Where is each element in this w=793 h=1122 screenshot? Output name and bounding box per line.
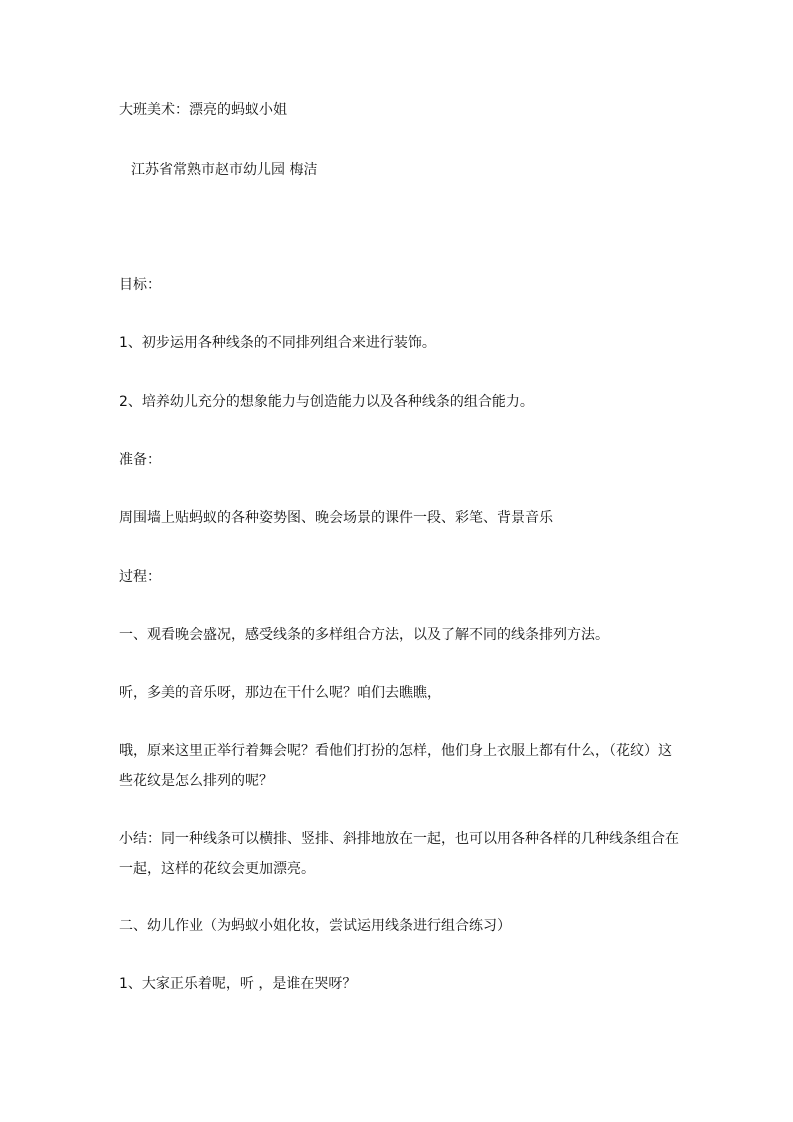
prep-heading: 准备： <box>119 452 161 468</box>
goal-heading: 目标： <box>119 277 161 293</box>
author-line: 江苏省常熟市赵市幼儿园 梅洁 <box>131 162 318 178</box>
process-heading: 过程： <box>119 569 161 585</box>
goal-item-2: 2、培养幼儿充分的想象能力与创造能力以及各种线条的组合能力。 <box>119 394 534 410</box>
prep-text: 周围墙上贴蚂蚁的各种姿势图、晚会场景的课件一段、彩笔、背景音乐 <box>119 510 553 526</box>
goal-item-1: 1、初步运用各种线条的不同排列组合来进行装饰。 <box>119 335 436 351</box>
document-title: 大班美术：漂亮的蚂蚁小姐 <box>119 102 287 118</box>
sub-step-1: 1、大家正乐着呢，听 ，是谁在哭呀？ <box>119 976 357 992</box>
process-step-2: 二、幼儿作业（为蚂蚁小姐化妆，尝试运用线条进行组合练习） <box>119 918 511 934</box>
summary-paragraph: 小结：同一种线条可以横排、竖排、斜排地放在一起，也可以用各种各样的几种线条组合在一起，这样的花纹会更加漂亮。 <box>119 831 679 877</box>
paragraph-listen: 听，多美的音乐呀，那边在干什么呢？咱们去瞧瞧， <box>119 685 441 701</box>
process-step-1: 一、观看晚会盛况，感受线条的多样组合方法，以及了解不同的线条排列方法。 <box>119 627 609 643</box>
paragraph-dance: 哦，原来这里正举行着舞会呢？看他们打扮的怎样，他们身上衣服上都有什么，（花纹）这些花纹是怎么排列的呢？ <box>119 743 672 789</box>
